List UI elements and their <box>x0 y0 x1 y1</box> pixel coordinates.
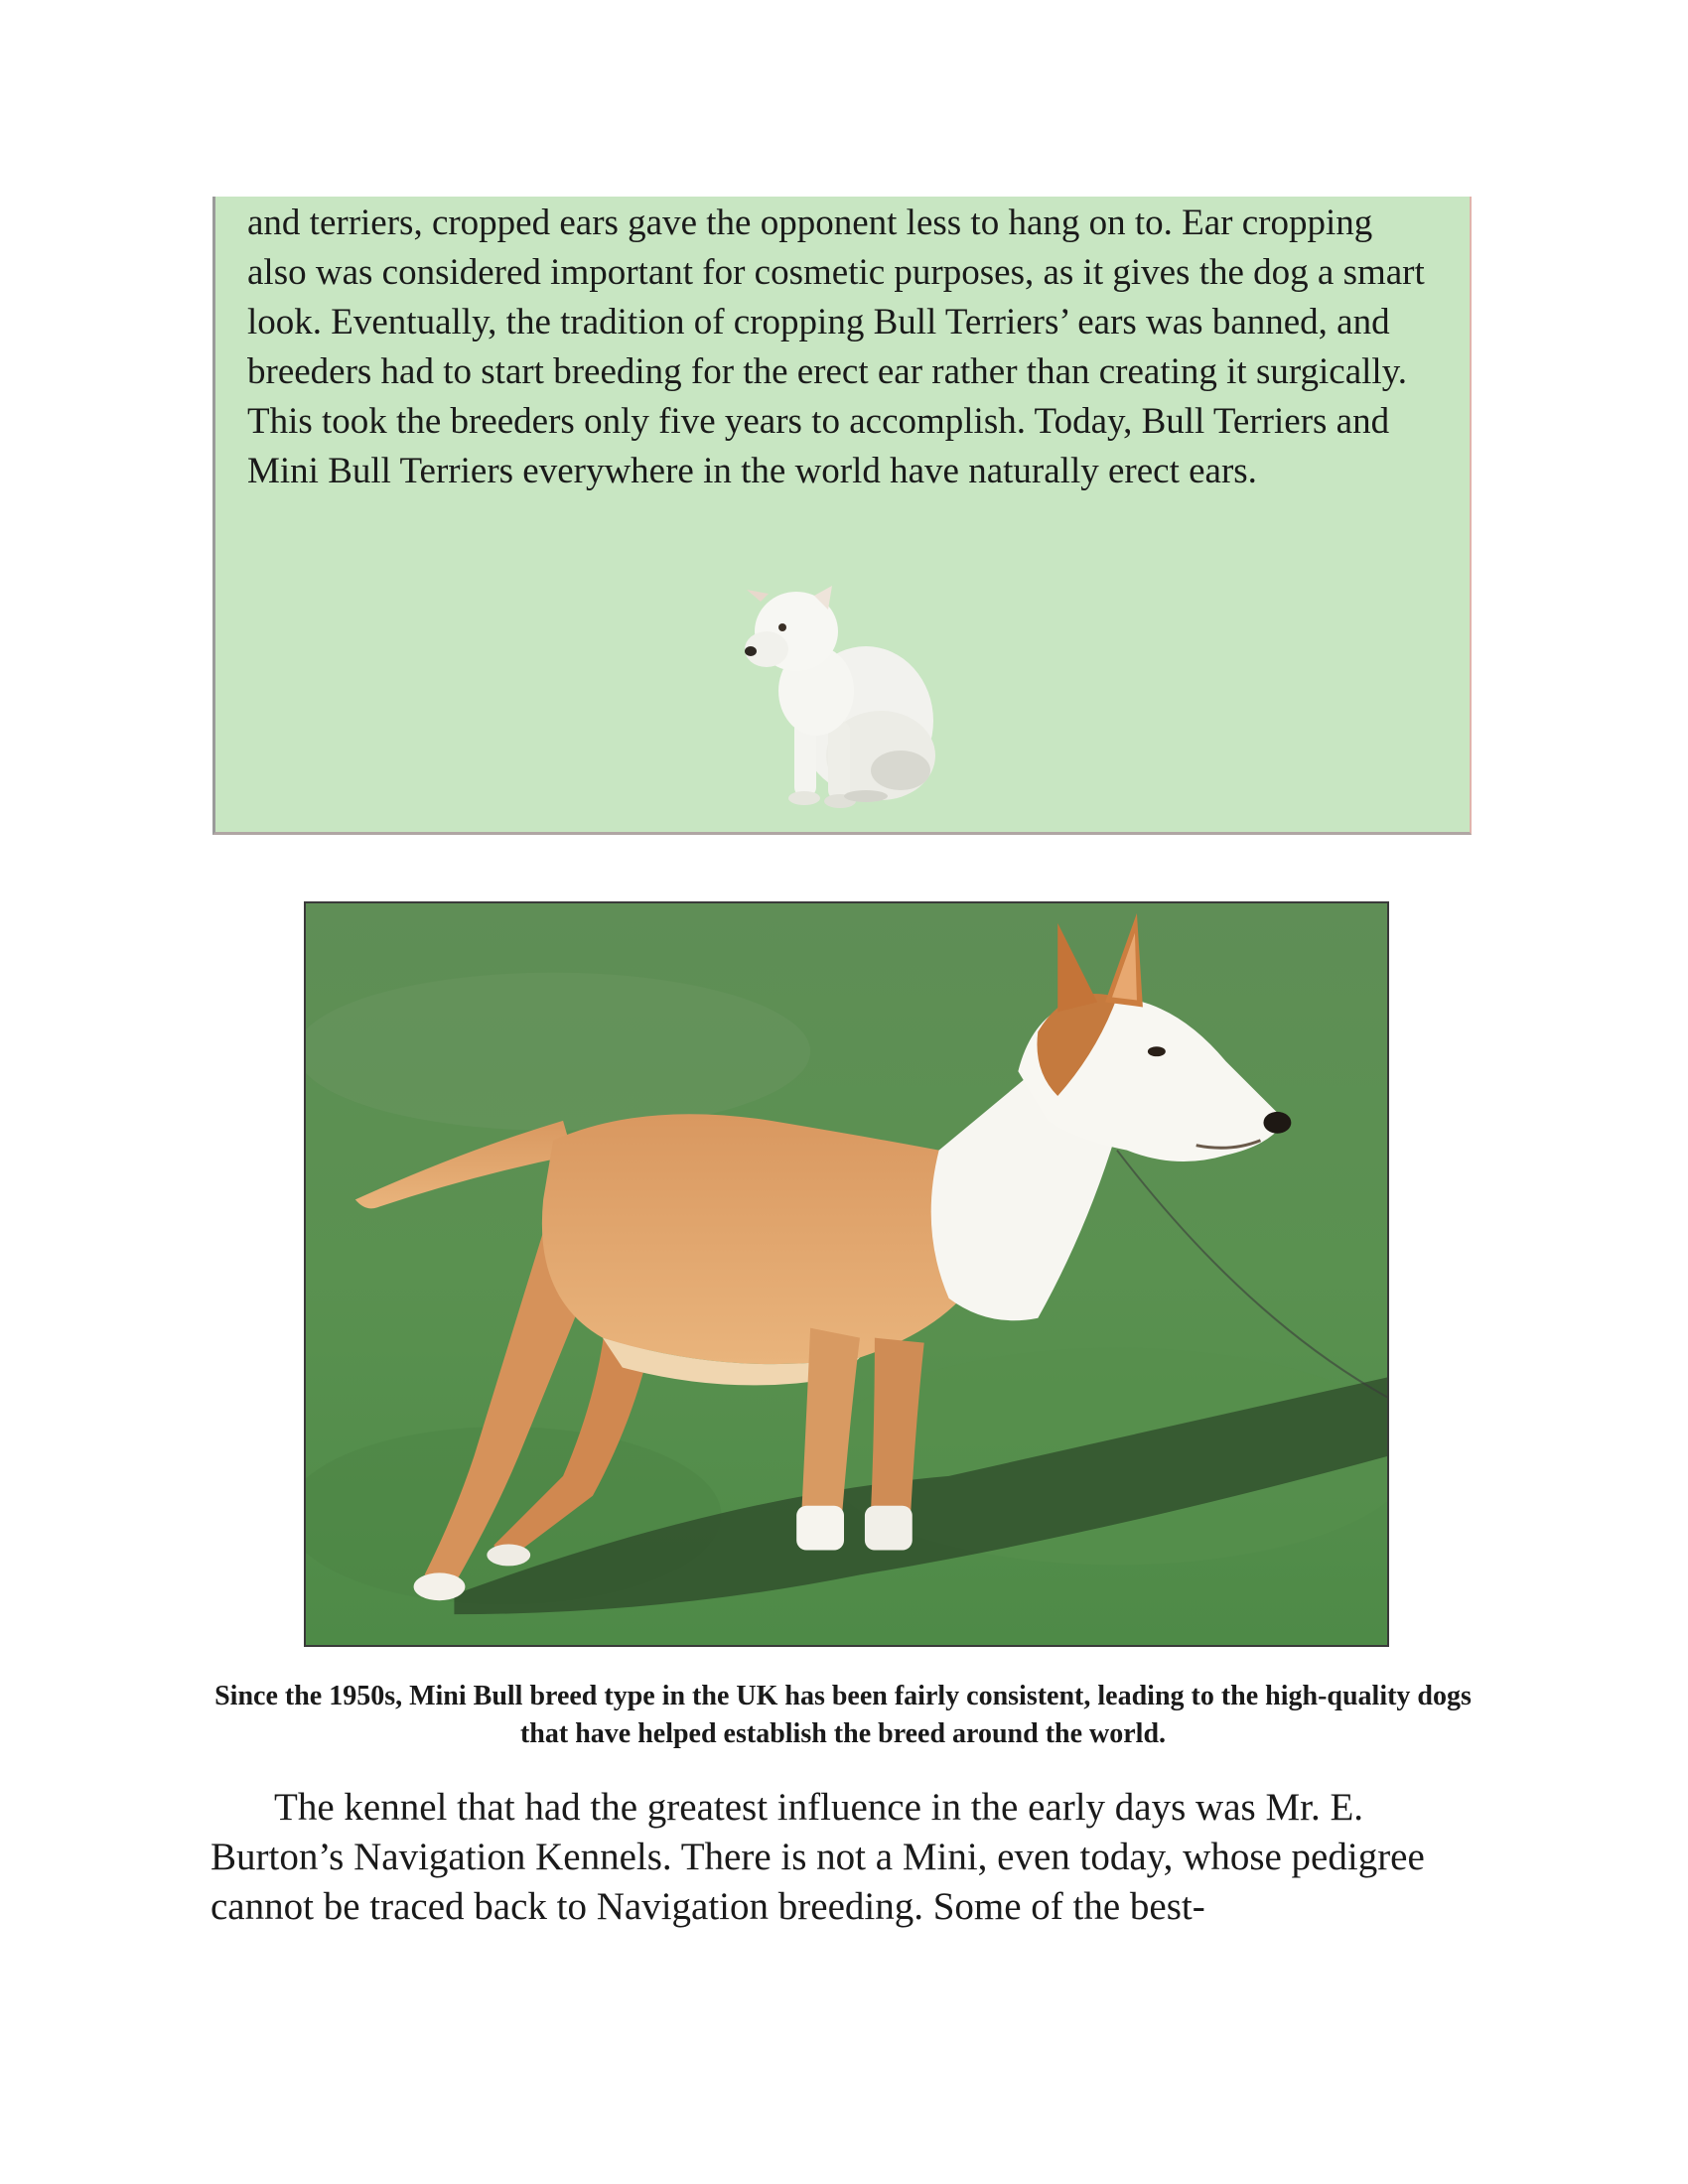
sidebar-box <box>212 197 1472 835</box>
photo-caption: Since the 1950s, Mini Bull breed type in the UK has been fairly consistent, leading to the high-quality dogs that have helped establish the breed around the world. <box>214 1681 1472 1749</box>
bull-terrier-photo <box>304 901 1389 1647</box>
puppy-illustration <box>717 572 965 810</box>
body-paragraph: The kennel that had the greatest influence in the early days was Mr. E. Burton’s Navigation Kennels. There is not a Mini, even today, whose pedigree cannot be traced back to Navigation breeding. Some of the best- <box>211 1786 1425 1928</box>
sidebar-text: and terriers, cropped ears gave the opponent less to hang on to. Ear cropping also was considered important for cosmetic purposes, as it gives the dog a smart look. Eventually, the tradition of cropping Bull Terriers’ ears was banned, and breeders had to start breeding for the erect ear rather than creating it surgically. This took the breeders only five years to accomplish. Today, Bull Terriers and Mini Bull Terriers everywhere in the world have naturally erect ears. <box>247 203 1425 491</box>
